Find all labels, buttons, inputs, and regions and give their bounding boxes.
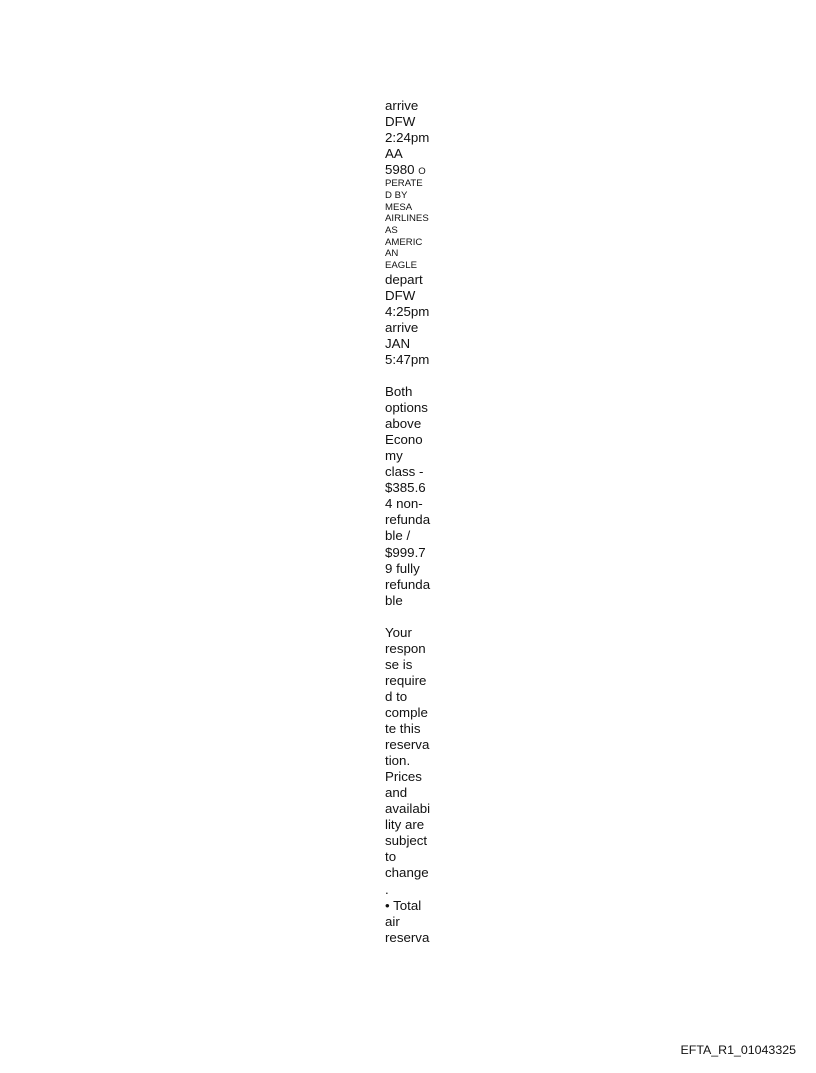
text-line: ble / (385, 528, 411, 544)
flight-number: 5980 (385, 162, 415, 178)
text-line: arrive (385, 98, 419, 113)
text-line: 5:47pm (385, 351, 430, 367)
text-line: . (385, 881, 389, 897)
text-line: ble (385, 592, 403, 608)
operator-line: EAGLE (385, 260, 417, 272)
operator-line: AS (385, 224, 398, 236)
itinerary-text-column (385, 98, 437, 946)
operator-prefix: O (418, 166, 426, 178)
text-line: lity are (385, 817, 425, 833)
paragraph-gap (385, 609, 437, 625)
bullet-line: • Total (385, 897, 422, 913)
price-details (385, 384, 437, 609)
text-line: air (385, 913, 400, 929)
text-line: DFW (385, 287, 416, 303)
reservation-notice (385, 625, 437, 946)
text-line: tion. (385, 753, 411, 769)
flight-details (385, 98, 437, 368)
text-line: DFW (385, 114, 416, 130)
text-line: Both (385, 384, 413, 400)
text-line: JAN (385, 335, 411, 351)
text-line: 4:25pm (385, 303, 430, 319)
text-line: subject (385, 833, 428, 849)
operator-line: PERATE (385, 178, 423, 190)
text-line: require (385, 672, 427, 688)
operator-line: MESA (385, 201, 413, 213)
text-line: Your (385, 624, 412, 640)
text-line: $999.7 (385, 544, 426, 560)
operator-line: AN (385, 248, 399, 260)
text-line: 2:24pm (385, 130, 430, 146)
text-line: d to (385, 688, 408, 704)
text-line: to (385, 849, 397, 865)
text-line: AA (385, 146, 403, 162)
text-line: my (385, 448, 403, 464)
text-line: 4 non- (385, 496, 423, 512)
text-line: depart (385, 271, 423, 287)
operator-line: AIRLINES (385, 213, 429, 225)
text-line: te this (385, 721, 421, 737)
text-line: 9 fully (385, 560, 420, 576)
text-line: availabi (385, 801, 431, 817)
text-line: se is (385, 656, 413, 672)
text-line: and (385, 785, 408, 801)
text-line: change (385, 865, 429, 881)
text-line: Prices (385, 769, 422, 785)
text-line: refunda (385, 576, 431, 592)
text-line: $385.6 (385, 480, 426, 496)
document-id-footer: EFTA_R1_01043325 (680, 1043, 796, 1057)
text-line: refunda (385, 512, 431, 528)
text-line: respon (385, 640, 426, 656)
flight-number-line (385, 162, 437, 178)
operator-line: D BY (385, 189, 408, 201)
text-line: reserva (385, 929, 430, 945)
text-line: class - (385, 464, 424, 480)
text-line: comple (385, 705, 428, 720)
text-line: above (385, 416, 422, 432)
text-line: arrive (385, 319, 419, 335)
text-line: options (385, 400, 428, 416)
operator-line: AMERIC (385, 236, 423, 248)
text-line: reserva (385, 737, 430, 753)
text-line: Econo (385, 432, 423, 448)
paragraph-gap (385, 368, 437, 384)
